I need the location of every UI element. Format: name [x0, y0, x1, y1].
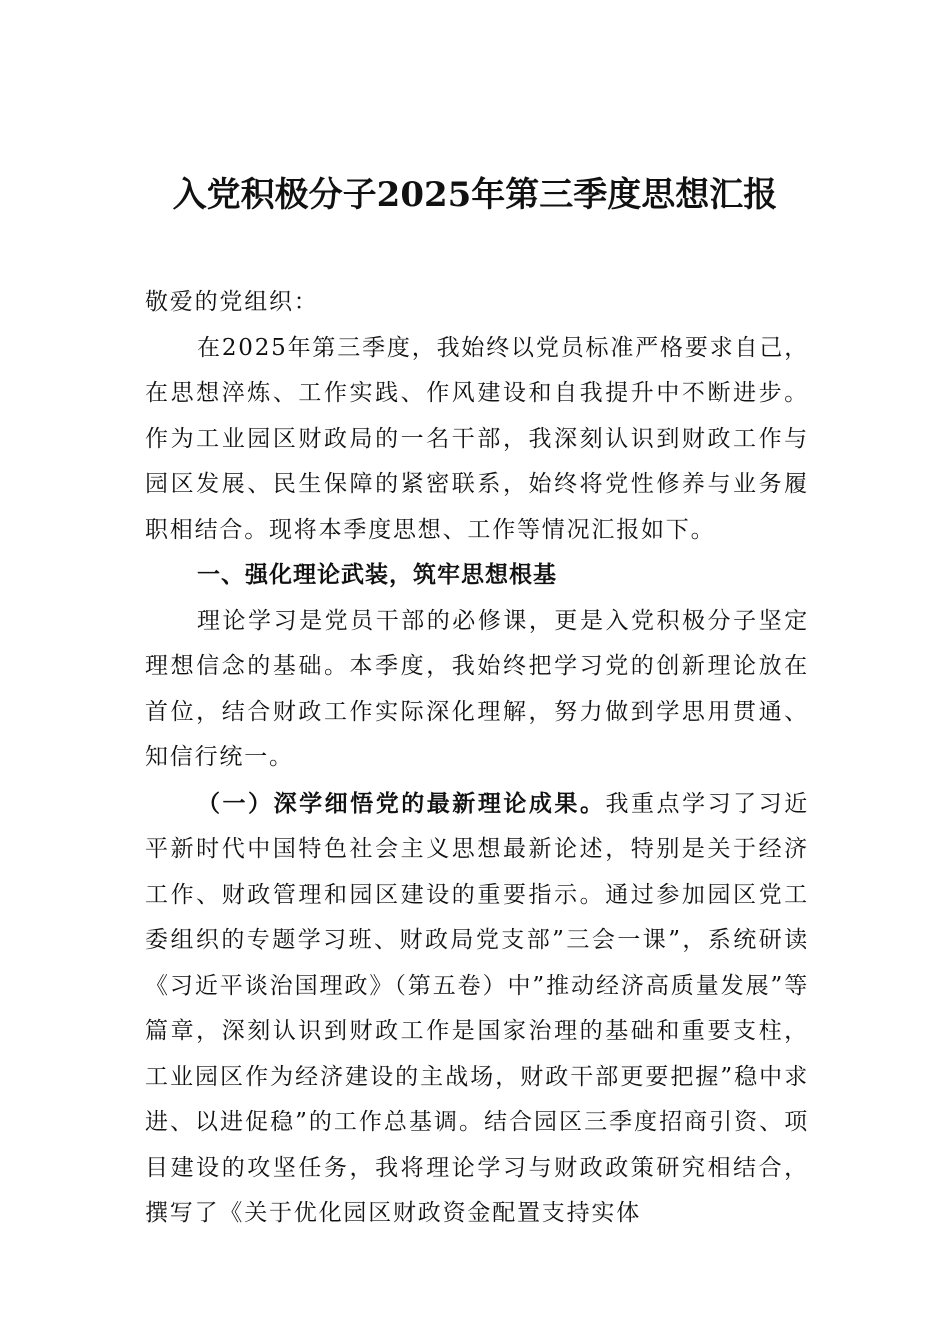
section-paragraph: 理论学习是党员干部的必修课，更是入党积极分子坚定理想信念的基础。本季度，我始终把学习党的创新理论放在首位，结合财政工作实际深化理解，努力做到学思用贯通、知信行统一。: [145, 607, 809, 770]
subsection-text: 我重点学习了习近平新时代中国特色社会主义思想最新论述，特别是关于经济工作、财政管理和园区建设的重要指示。通过参加园区党工委组织的专题学习班、财政局党支部”三会一课”，系统研读《习近平谈治国理政》（第五卷）中”推动经济高质量发展”等篇章，深刻认识到财政工作是国家治理的基础和重要支柱，工业园区作为经济建设的主战场，财政干部更要把握”稳中求进、以进促稳”的工作总基调。结合园区三季度招商引资、项目建设的攻坚任务，我将理论学习与财政政策研究相结合，撰写了《关于优化园区财政资金配置支持实体: [145, 790, 809, 1226]
subsection-title: （一）深学细悟党的最新理论成果。: [197, 789, 606, 817]
salutation: 敬爱的党组织：: [145, 289, 319, 315]
document-body: [145, 280, 809, 1237]
page-title: 入党积极分子2025年第三季度思想汇报: [172, 175, 778, 215]
subsection-paragraph: [145, 781, 809, 1237]
intro-paragraph: 在2025年第三季度，我始终以党员标准严格要求自己，在思想淬炼、工作实践、作风建设和自我提升中不断进步。作为工业园区财政局的一名干部，我深刻认识到财政工作与园区发展、民生保障的紧密联系，始终将党性修养与业务履职相结合。现将本季度思想、工作等情况汇报如下。: [145, 334, 809, 543]
section-heading: 一、强化理论武装，筑牢思想根基: [197, 562, 557, 588]
